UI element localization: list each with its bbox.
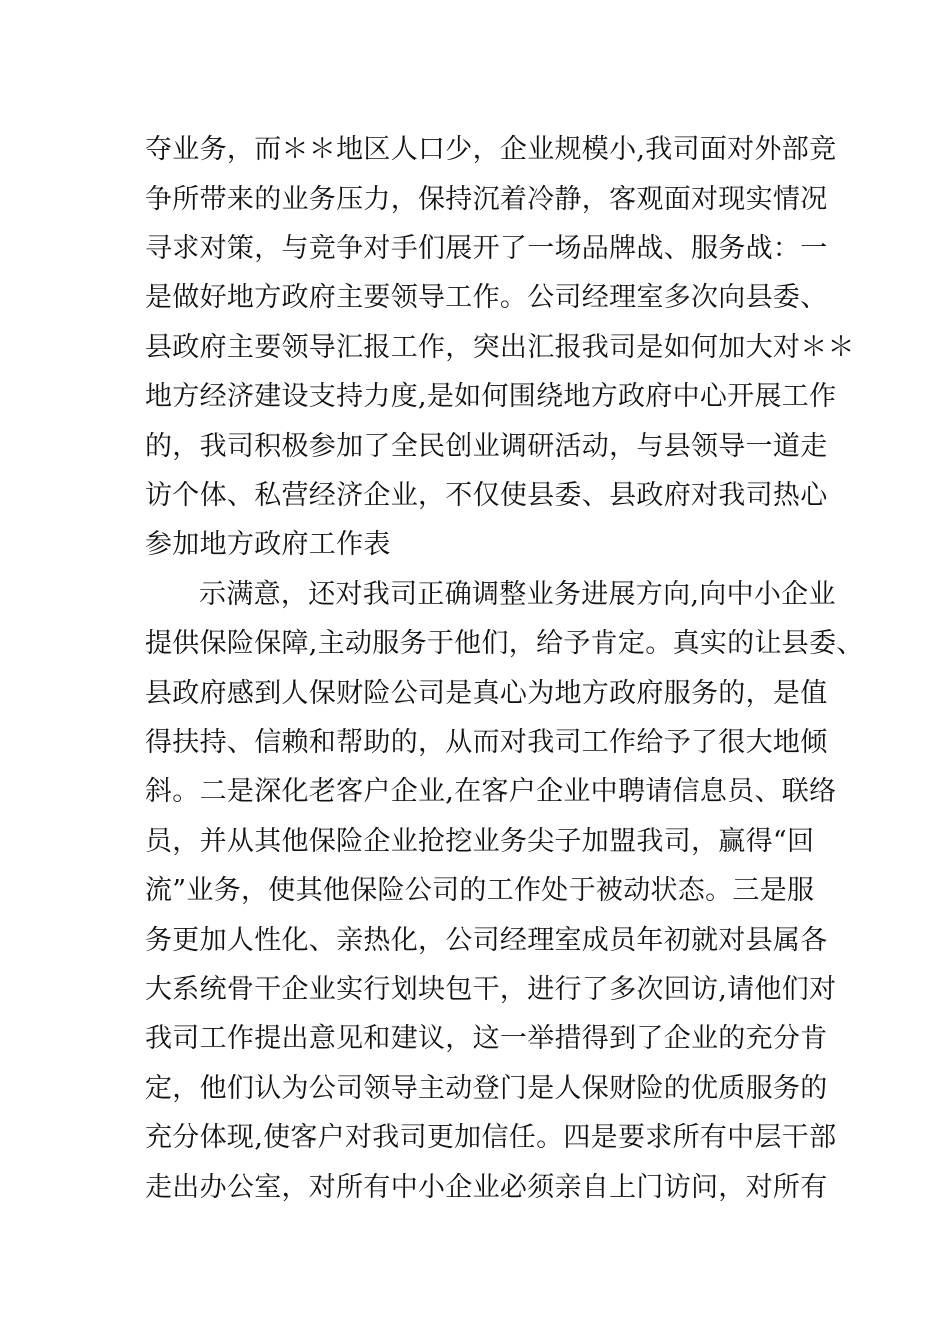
text-line: 大系统骨干企业实行划块包干，进行了多次回访,请他们对 [145,974,837,1005]
text-line: 县政府主要领导汇报工作，突出汇报我司是如何加大对＊＊ [145,332,855,363]
text-line: 定，他们认为公司领导主动登门是人保财险的优质服务的 [145,1073,828,1104]
text-line: 访个体、私营经济企业，不仅使县委、县政府对我司热心 [145,480,828,511]
text-line: 寻求对策，与竞争对手们展开了一场品牌战、服务战：一 [145,233,828,264]
text-line: 是做好地方政府主要领导工作。公司经理室多次向县委、 [145,282,828,313]
paragraph-first-line: 示满意，还对我司正确调整业务进展方向,向中小企业 [199,579,836,610]
text-line: 走出办公室，对所有中小企业必须亲自上门访问，对所有 [145,1172,828,1203]
text-line: 争所带来的业务压力，保持沉着冷静，客观面对现实情况 [145,184,828,215]
text-line: 斜。二是深化老客户企业,在客户企业中聘请信息员、联络 [145,776,837,807]
text-line: 夺业务，而＊＊地区人口少，企业规模小,我司面对外部竞 [145,134,837,165]
text-line: 我司工作提出意见和建议，这一举措得到了企业的充分肯 [145,1023,828,1054]
text-line: 提供保险保障,主动服务于他们，给予肯定。真实的让县委、 [145,628,864,659]
text-line: 地方经济建设支持力度,是如何围绕地方政府中心开展工作 [145,381,837,412]
text-line: 员，并从其他保险企业抢挖业务尖子加盟我司，赢得“回 [145,826,815,857]
text-line: 流”业务，使其他保险公司的工作处于被动状态。三是服 [145,875,815,906]
text-line: 充分体现,使客户对我司更加信任。四是要求所有中层干部 [145,1122,837,1153]
text-line: 县政府感到人保财险公司是真心为地方政府服务的，是值 [145,678,828,709]
text-line: 参加地方政府工作表 [145,529,391,560]
text-line: 的，我司积极参加了全民创业调研活动，与县领导一道走 [145,431,828,462]
text-line: 务更加人性化、亲热化，公司经理室成员年初就对县属各 [145,925,828,956]
text-line: 得扶持、信赖和帮助的，从而对我司工作给予了很大地倾 [145,727,828,758]
